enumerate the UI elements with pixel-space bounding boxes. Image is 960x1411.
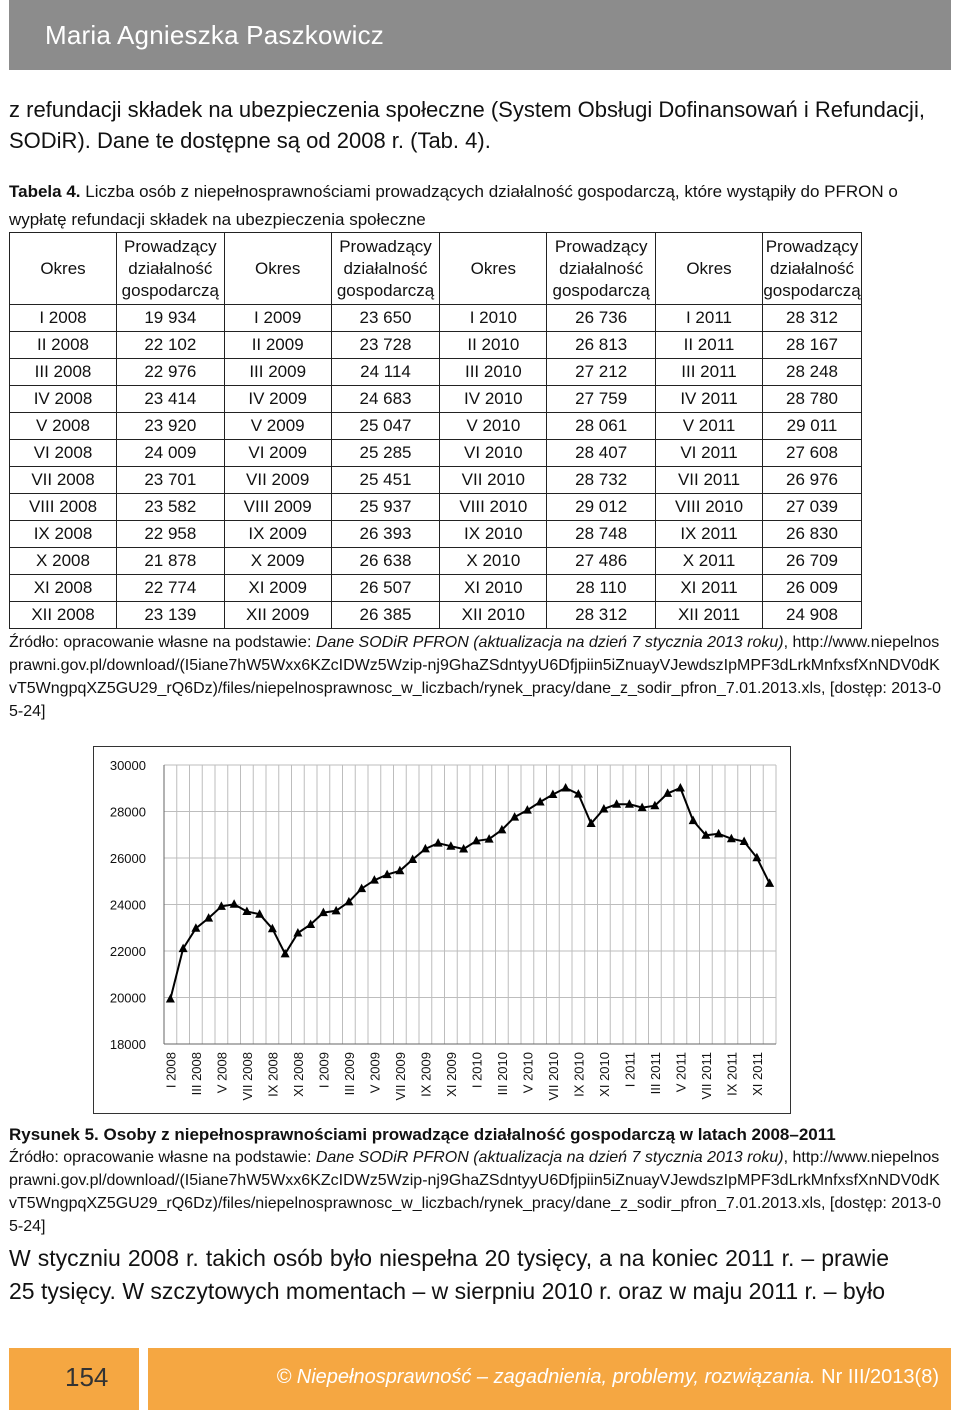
cell-count: 23 139 (117, 602, 225, 629)
cell-count: 28 312 (547, 602, 656, 629)
cell-count: 23 414 (117, 386, 225, 413)
cell-count: 25 937 (331, 494, 440, 521)
x-tick-label: VII 2009 (392, 1052, 408, 1101)
cell-period: IV 2008 (10, 386, 117, 413)
cell-period: VIII 2008 (10, 494, 117, 521)
cell-count: 25 451 (331, 467, 440, 494)
x-tick-label: XI 2008 (290, 1052, 306, 1097)
line-chart (93, 746, 791, 1114)
cell-count: 26 813 (547, 332, 656, 359)
x-tick-label: XI 2010 (596, 1052, 612, 1097)
cell-period: III 2009 (224, 359, 331, 386)
cell-count: 27 039 (763, 494, 862, 521)
data-point (689, 816, 698, 825)
header-count: Prowadzący działalność gospodarczą (331, 233, 440, 305)
x-tick-label: III 2009 (341, 1052, 357, 1096)
cell-period: V 2010 (440, 413, 547, 440)
cell-period: I 2009 (224, 305, 331, 332)
cell-period: VI 2008 (10, 440, 117, 467)
data-point (676, 783, 685, 792)
cell-period: IX 2010 (440, 521, 547, 548)
cell-period: IX 2009 (224, 521, 331, 548)
cell-period: VI 2009 (224, 440, 331, 467)
cell-period: X 2009 (224, 548, 331, 575)
table-row (10, 413, 862, 440)
body-paragraph: W styczniu 2008 r. takich osób było niespełna 20 tysięcy, a na koniec 2011 r. – prawie 25 tysięcy. W szczytowych momentach – w sierpniu 2010 r. oraz w maju 2011 r. – było (9, 1245, 889, 1304)
cell-count: 28 732 (547, 467, 656, 494)
data-point (293, 928, 302, 937)
cell-period: V 2008 (10, 413, 117, 440)
cell-count: 23 728 (331, 332, 440, 359)
y-tick-label: 20000 (109, 990, 146, 1006)
cell-period: VII 2011 (656, 467, 763, 494)
cell-period: I 2008 (10, 305, 117, 332)
source-url: , http://www.niepelnosprawni.gov.pl/download/(I5iane7hW5Wxx6KZcIDWz5Wzip-nj9GhaZSdntyyU6Dfjpiin5iZnuayVJewdszIpMPF3dLrkMnfxsfXnNDV0dKvT5WngpqXZ5GU29_rQ6Dz)/files/niepelnosprawnosc_w_liczbach/rynek_pracy/dane_z_sodir_pfron_7.01.2013.xls, [dostęp: 2013-05-24] (9, 1149, 942, 1235)
cell-count: 27 486 (547, 548, 656, 575)
x-tick-label: I 2010 (469, 1052, 485, 1089)
cell-period: VI 2010 (440, 440, 547, 467)
intro-paragraph: z refundacji składek na ubezpieczenia społeczne (System Obsługi Dofinansowań i Refundacji, SODiR). Dane te dostępne są od 2008 r. (Tab. 4). (9, 97, 925, 153)
table-row (10, 548, 862, 575)
cell-period: XI 2008 (10, 575, 117, 602)
cell-count: 26 976 (763, 467, 862, 494)
x-tick-label: I 2009 (316, 1052, 332, 1089)
cell-count: 22 102 (117, 332, 225, 359)
cell-count: 21 878 (117, 548, 225, 575)
x-tick-label: I 2011 (622, 1052, 638, 1088)
cell-period: V 2009 (224, 413, 331, 440)
cell-period: VII 2008 (10, 467, 117, 494)
header-period: Okres (656, 233, 763, 305)
cell-period: XII 2011 (656, 602, 763, 629)
data-point (332, 906, 341, 915)
cell-count: 24 908 (763, 602, 862, 629)
cell-count: 24 009 (117, 440, 225, 467)
cell-period: VIII 2009 (224, 494, 331, 521)
cell-period: XI 2011 (656, 575, 763, 602)
cell-count: 28 748 (547, 521, 656, 548)
cell-period: I 2011 (656, 305, 763, 332)
cell-period: II 2010 (440, 332, 547, 359)
cell-count: 22 774 (117, 575, 225, 602)
table-row (10, 602, 862, 629)
author-name: Maria Agnieszka Paszkowicz (45, 20, 384, 50)
cell-period: IX 2011 (656, 521, 763, 548)
cell-count: 28 167 (763, 332, 862, 359)
cell-count: 26 393 (331, 521, 440, 548)
cell-period: X 2008 (10, 548, 117, 575)
cell-period: III 2011 (656, 359, 763, 386)
y-tick-label: 22000 (109, 944, 146, 959)
chart-svg (94, 747, 790, 1113)
y-tick-label: 26000 (109, 851, 146, 866)
data-point (166, 994, 175, 1003)
journal-issue: Nr III/2013(8) (815, 1366, 939, 1388)
table-row (10, 467, 862, 494)
cell-count: 26 709 (763, 548, 862, 575)
x-tick-label: IX 2008 (265, 1052, 281, 1097)
x-tick-label: I 2008 (163, 1052, 179, 1089)
source-prefix: Źródło: opracowanie własne na podstawie: (9, 634, 316, 651)
x-tick-label: III 2010 (494, 1052, 510, 1096)
cell-count: 28 061 (547, 413, 656, 440)
figure-source-note (9, 1146, 944, 1238)
cell-period: II 2008 (10, 332, 117, 359)
table-row (10, 440, 862, 467)
header-period: Okres (10, 233, 117, 305)
table-row (10, 575, 862, 602)
cell-period: II 2009 (224, 332, 331, 359)
x-tick-label: IX 2011 (724, 1052, 740, 1096)
cell-period: VII 2010 (440, 467, 547, 494)
x-tick-label: XI 2009 (443, 1052, 459, 1097)
header-period: Okres (224, 233, 331, 305)
cell-period: XII 2008 (10, 602, 117, 629)
cell-count: 28 110 (547, 575, 656, 602)
cell-count: 29 012 (547, 494, 656, 521)
cell-count: 23 650 (331, 305, 440, 332)
journal-name: © Niepełnosprawność – zagadnienia, problemy, rozwiązania. (276, 1366, 816, 1388)
table-source-note (9, 631, 944, 723)
cell-period: VIII 2010 (656, 494, 763, 521)
cell-period: VII 2009 (224, 467, 331, 494)
cell-count: 23 920 (117, 413, 225, 440)
x-tick-label: IX 2010 (571, 1052, 587, 1097)
x-tick-label: III 2008 (188, 1052, 204, 1096)
cell-count: 26 385 (331, 602, 440, 629)
source-italic: Dane SODiR PFRON (aktualizacja na dzień 7 stycznia 2013 roku) (315, 634, 784, 651)
x-tick-label: V 2011 (673, 1052, 689, 1093)
cell-count: 26 830 (763, 521, 862, 548)
cell-count: 26 736 (547, 305, 656, 332)
cell-count: 26 638 (331, 548, 440, 575)
cell-period: X 2011 (656, 548, 763, 575)
cell-period: II 2011 (656, 332, 763, 359)
x-tick-label: IX 2009 (418, 1052, 434, 1097)
table-row (10, 332, 862, 359)
cell-period: IX 2008 (10, 521, 117, 548)
figure-caption: Rysunek 5. Osoby z niepełnosprawnościami prowadzące działalność gospodarczą w latach 2008–2011 (9, 1125, 836, 1144)
y-tick-label: 30000 (109, 758, 146, 773)
data-point (523, 805, 532, 814)
table-caption-text: Liczba osób z niepełnosprawnościami prowadzących działalność gospodarczą, które wystąpiły do PFRON o wypłatę refundacji składek na ubezpieczenia społeczne (9, 182, 898, 229)
journal-title (277, 1366, 940, 1389)
table-row (10, 494, 862, 521)
cell-count: 27 212 (547, 359, 656, 386)
data-point (230, 899, 239, 908)
cell-count: 23 701 (117, 467, 225, 494)
cell-count: 27 759 (547, 386, 656, 413)
header-count: Prowadzący działalność gospodarczą (763, 233, 862, 305)
cell-count: 24 114 (331, 359, 440, 386)
cell-count: 26 009 (763, 575, 862, 602)
x-tick-label: V 2009 (367, 1052, 383, 1094)
cell-count: 23 582 (117, 494, 225, 521)
cell-period: VI 2011 (656, 440, 763, 467)
cell-count: 25 285 (331, 440, 440, 467)
cell-count: 28 312 (763, 305, 862, 332)
x-tick-label: VII 2008 (239, 1052, 255, 1101)
table-body (10, 305, 862, 629)
cell-period: III 2008 (10, 359, 117, 386)
x-tick-label: VII 2010 (545, 1052, 561, 1101)
data-table (9, 232, 862, 629)
cell-count: 25 047 (331, 413, 440, 440)
x-tick-label: XI 2011 (749, 1052, 765, 1096)
header-count: Prowadzący działalność gospodarczą (117, 233, 225, 305)
cell-period: IV 2009 (224, 386, 331, 413)
footer-page-box (9, 1348, 139, 1410)
cell-period: I 2010 (440, 305, 547, 332)
cell-period: XII 2009 (224, 602, 331, 629)
table-header-row (10, 233, 862, 305)
cell-count: 22 958 (117, 521, 225, 548)
source-prefix: Źródło: opracowanie własne na podstawie: (9, 1149, 316, 1166)
cell-count: 29 011 (763, 413, 862, 440)
header-period: Okres (440, 233, 547, 305)
data-point (714, 829, 723, 838)
cell-count: 28 407 (547, 440, 656, 467)
y-tick-label: 24000 (109, 897, 146, 913)
table-row (10, 521, 862, 548)
cell-period: XI 2010 (440, 575, 547, 602)
cell-period: III 2010 (440, 359, 547, 386)
x-tick-label: VII 2011 (698, 1052, 714, 1100)
cell-period: V 2011 (656, 413, 763, 440)
cell-period: X 2010 (440, 548, 547, 575)
cell-period: XI 2009 (224, 575, 331, 602)
data-point (434, 838, 443, 847)
source-url: , http://www.niepelnosprawni.gov.pl/download/(I5iane7hW5Wxx6KZcIDWz5Wzip-nj9GhaZSdntyyU6Dfjpiin5iZnuayVJewdszIpMPF3dLrkMnfxsfXnNDV0dKvT5WngpqXZ5GU29_rQ6Dz)/files/niepelnosprawnosc_w_liczbach/rynek_pracy/dane_z_sodir_pfron_7.01.2013.xls, [dostęp: 2013-05-24] (9, 634, 942, 720)
cell-count: 26 507 (331, 575, 440, 602)
source-italic: Dane SODiR PFRON (aktualizacja na dzień 7 stycznia 2013 roku) (315, 1149, 784, 1166)
table-caption-label: Tabela 4. (9, 182, 81, 201)
cell-count: 22 976 (117, 359, 225, 386)
cell-count: 19 934 (117, 305, 225, 332)
cell-period: XII 2010 (440, 602, 547, 629)
table-row (10, 305, 862, 332)
table-caption (9, 178, 944, 234)
cell-period: VIII 2010 (440, 494, 547, 521)
page-header (9, 0, 951, 70)
x-tick-label: III 2011 (647, 1052, 663, 1095)
data-point (485, 834, 494, 843)
y-tick-label: 28000 (109, 804, 146, 820)
table-row (10, 359, 862, 386)
table-row (10, 386, 862, 413)
x-tick-label: V 2008 (214, 1052, 230, 1094)
cell-count: 28 780 (763, 386, 862, 413)
header-count: Prowadzący działalność gospodarczą (547, 233, 656, 305)
cell-period: IV 2010 (440, 386, 547, 413)
cell-period: IV 2011 (656, 386, 763, 413)
data-point (357, 884, 366, 893)
data-point (561, 783, 570, 792)
data-point (765, 878, 774, 887)
y-tick-label: 18000 (109, 1037, 146, 1052)
x-tick-label: V 2010 (520, 1052, 536, 1094)
cell-count: 28 248 (763, 359, 862, 386)
cell-count: 24 683 (331, 386, 440, 413)
page-number: 154 (65, 1362, 109, 1392)
cell-count: 27 608 (763, 440, 862, 467)
footer-journal-box (148, 1348, 951, 1410)
